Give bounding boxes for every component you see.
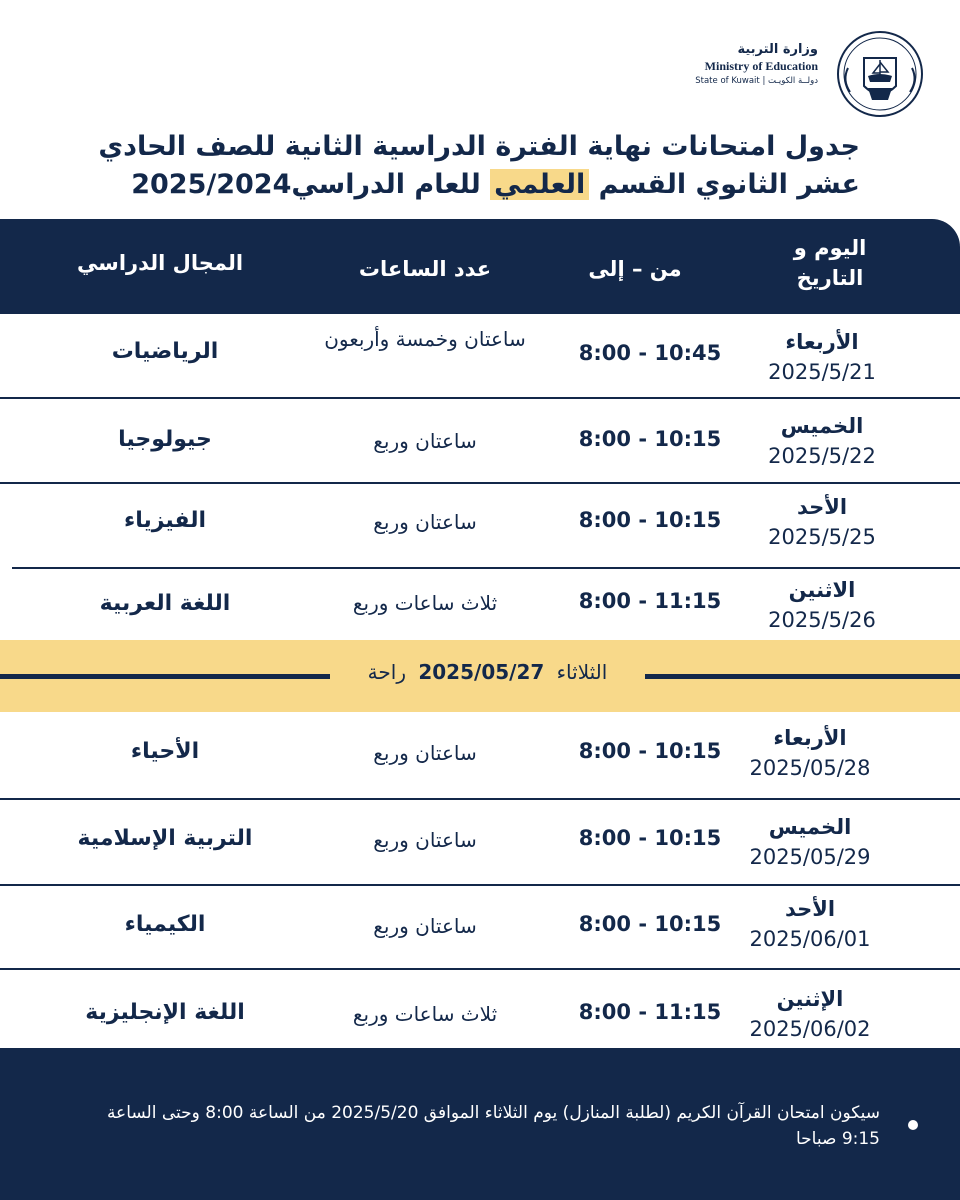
- state-line: [695, 74, 818, 88]
- table-row: [0, 970, 960, 1048]
- day-date-cell: [710, 894, 910, 954]
- time-cell: 8:00 - 11:15: [578, 589, 722, 613]
- title-line-2-start: عشر الثانوي القسم: [598, 169, 860, 200]
- exam-date: 2025/5/25: [768, 525, 876, 549]
- ministry-name-ar: وزارة التربية: [737, 42, 818, 57]
- day-name: الأحد: [796, 495, 848, 519]
- ministry-logo-block: [616, 28, 926, 118]
- day-date-cell: [722, 575, 922, 635]
- column-header-time: من – إلى: [588, 257, 682, 281]
- day-date-cell: [710, 812, 910, 872]
- day-date-cell: [722, 327, 922, 387]
- exam-date: 2025/05/28: [749, 756, 871, 780]
- day-name: الأربعاء: [785, 330, 859, 354]
- ministry-name-en: Ministry of Education: [704, 59, 818, 73]
- exam-date: 2025/5/26: [768, 608, 876, 632]
- table-row: [0, 569, 960, 640]
- day-name: الاثنين: [788, 578, 856, 602]
- title-highlight: العلمي: [490, 169, 589, 200]
- time-cell: 8:00 - 10:15: [578, 739, 722, 763]
- column-header-day-date: اليوم و التاريخ: [793, 236, 867, 290]
- rest-day-label: راحة: [367, 660, 406, 684]
- day-name: الإثنين: [776, 987, 844, 1011]
- table-row: [0, 800, 960, 884]
- title-line-2: [60, 166, 860, 204]
- exam-date: 2025/5/22: [768, 444, 876, 468]
- day-name: الأربعاء: [773, 726, 847, 750]
- table-row: [0, 886, 960, 968]
- subject-cell: الفيزياء: [123, 508, 207, 533]
- hours-cell: ساعتان وربع: [373, 828, 477, 852]
- subject-cell: اللغة العربية: [99, 591, 231, 616]
- subject-cell: الرياضيات: [111, 339, 219, 364]
- time-cell: 8:00 - 10:45: [578, 341, 722, 365]
- table-row: [0, 399, 960, 483]
- state-separator: |: [762, 76, 766, 86]
- exam-date: 2025/06/02: [749, 1017, 871, 1041]
- table-row: [0, 315, 960, 399]
- rest-day-name: الثلاثاء: [556, 660, 608, 684]
- state-name-en: State of Kuwait: [695, 76, 760, 86]
- hours-cell: ساعتان وربع: [373, 741, 477, 765]
- hours-cell: ساعتان وربع: [373, 914, 477, 938]
- day-date-cell: [722, 492, 922, 552]
- ministry-text: [695, 42, 818, 88]
- day-name: الخميس: [780, 414, 864, 438]
- title-line-1: جدول امتحانات نهاية الفترة الدراسية الثانية للصف الحادي: [98, 131, 860, 162]
- subject-cell: التربية الإسلامية: [77, 826, 253, 851]
- rest-day-band: [0, 640, 960, 712]
- subject-cell: اللغة الإنجليزية: [85, 1000, 245, 1025]
- rest-day-text: [330, 660, 645, 684]
- hours-cell: ساعتان وربع: [373, 510, 477, 534]
- page-title: [60, 128, 860, 204]
- subject-cell: جيولوجيا: [118, 427, 212, 452]
- day-date-cell: [710, 723, 910, 783]
- time-cell: 8:00 - 10:15: [578, 826, 722, 850]
- footer-note-panel: [0, 1048, 960, 1200]
- hours-cell: ثلاث ساعات وربع: [352, 591, 498, 615]
- column-header-hours: عدد الساعات: [358, 257, 492, 281]
- time-cell: 8:00 - 10:15: [578, 912, 722, 936]
- time-cell: 8:00 - 11:15: [578, 1000, 722, 1024]
- subject-cell: الأحياء: [130, 739, 200, 764]
- rest-line-left: [0, 674, 330, 679]
- hours-cell: ساعتان وربع: [373, 429, 477, 453]
- hours-cell: ساعتان وخمسة وأربعون: [324, 327, 526, 351]
- subject-cell: الكيمياء: [124, 912, 206, 937]
- rest-day-date: 2025/05/27: [418, 660, 545, 684]
- day-name: الأحد: [784, 897, 836, 921]
- day-date-cell: [722, 411, 922, 471]
- title-line-2-end: للعام الدراسي2025/2024: [131, 169, 481, 200]
- table-row: [0, 484, 960, 568]
- bullet-dot-icon: [908, 1120, 918, 1130]
- table-row: [0, 713, 960, 798]
- exam-date: 2025/05/29: [749, 845, 871, 869]
- day-date-cell: [710, 984, 910, 1044]
- table-header: [0, 219, 960, 314]
- kuwait-emblem-icon: [834, 28, 926, 120]
- hours-cell: ثلاث ساعات وربع: [352, 1002, 498, 1026]
- footer-note: سيكون امتحان القرآن الكريم (لطلبة المنازل) يوم الثلاثاء الموافق 2025/5/20 من الساعة 8:00 وحتى الساعة 9:15 صباحا: [106, 1103, 880, 1149]
- rest-line-right: [645, 674, 960, 679]
- exam-date: 2025/06/01: [749, 927, 871, 951]
- time-cell: 8:00 - 10:15: [578, 508, 722, 532]
- state-name-ar: دولــة الكويـت: [768, 76, 818, 86]
- column-header-subject: المجال الدراسي: [76, 251, 244, 275]
- time-cell: 8:00 - 10:15: [578, 427, 722, 451]
- day-name: الخميس: [768, 815, 852, 839]
- exam-date: 2025/5/21: [768, 360, 876, 384]
